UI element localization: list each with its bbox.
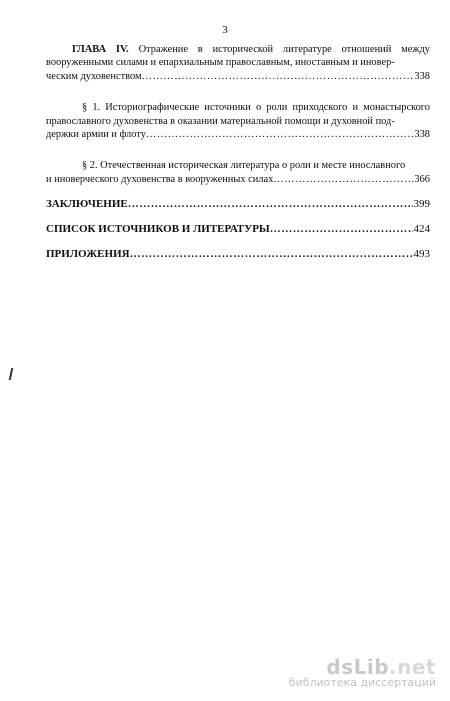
margin-scan-mark (9, 368, 14, 380)
section-title: § 2. Отечественная историческая литература о роли и месте инославного (82, 160, 406, 172)
chapter-label: ГЛАВА IV. (72, 44, 129, 55)
toc-entry-chapter-4-leader (46, 70, 430, 83)
section-title-end: держки армии и флоту (46, 129, 146, 141)
page-ref: 493 (413, 248, 430, 261)
page-ref: 338 (414, 70, 430, 82)
toc-entry-chapter-4 (46, 43, 430, 70)
page-ref: 338 (414, 129, 430, 141)
part-title: СПИСОК ИСТОЧНИКОВ И ЛИТЕРАТУРЫ (46, 223, 270, 236)
watermark-subtitle: библиотека диссертаций (288, 676, 436, 689)
section-title-end: и иноверческого духовенства в вооруженных силах (46, 173, 274, 185)
part-title: ЗАКЛЮЧЕНИЕ (46, 198, 128, 211)
chapter-title: Отражение в исторической литературе отношений между вооруженными силами и епархиальным православным, иноставным и иновер- (46, 44, 430, 69)
page-number: 3 (222, 24, 228, 36)
dot-leader (130, 247, 413, 261)
toc-entry-section-1 (46, 101, 430, 128)
toc-entry-section-1-leader (46, 128, 430, 141)
dot-leader (270, 222, 413, 236)
dot-leader (273, 173, 413, 186)
toc-entry-section-2-leader (46, 173, 430, 186)
toc-entry-section-2 (46, 159, 430, 172)
watermark (289, 655, 436, 689)
toc-entry-appendices (46, 247, 430, 261)
toc-entry-sources (46, 222, 430, 236)
section-title: § 1. Историографические источники о роли приходского и монастырского православного духовенства в оказании материальной помощи и духовной под- (46, 102, 430, 127)
chapter-title-end: ческим духовенством (46, 70, 142, 82)
dot-leader (128, 197, 413, 211)
dot-leader (146, 128, 414, 141)
page-ref: 399 (413, 198, 430, 211)
dot-leader (142, 70, 414, 83)
part-title: ПРИЛОЖЕНИЯ (46, 248, 130, 261)
table-of-contents (46, 43, 430, 261)
watermark-logo: dsLib.net (326, 655, 436, 679)
page-ref: 424 (413, 223, 430, 236)
page-ref: 366 (414, 173, 430, 185)
toc-entry-conclusion (46, 197, 430, 211)
